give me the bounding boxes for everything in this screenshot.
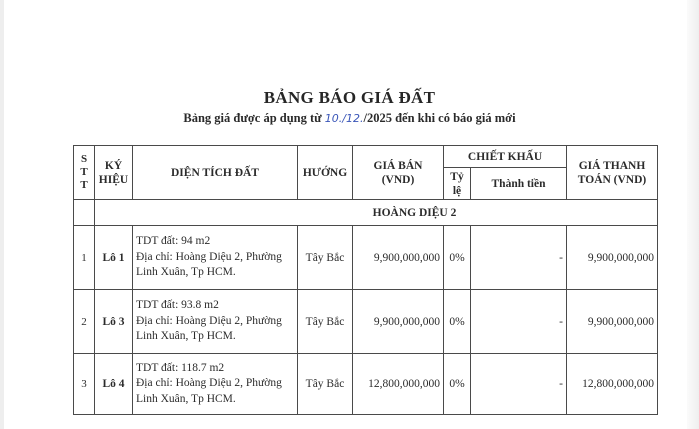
- row-gia-ban: 12,800,000,000: [353, 354, 444, 415]
- row-gia-thanh-toan: 12,800,000,000: [567, 354, 658, 415]
- page-edge-right: [687, 0, 699, 429]
- header-gia-ban: GIÁ BÁN (VND): [353, 146, 444, 200]
- price-table: [73, 145, 658, 415]
- row-description: [133, 290, 298, 354]
- row-address-1: Địa chỉ: Hoàng Diệu 2, Phường: [136, 314, 282, 327]
- subtitle-suffix: /2025 đến khi có báo giá mới: [363, 111, 516, 125]
- row-gia-ban: 9,900,000,000: [353, 226, 444, 290]
- row-ky-hieu: Lô 3: [95, 290, 133, 354]
- row-address-2: Linh Xuân, Tp HCM.: [136, 392, 236, 405]
- row-address-1: Địa chỉ: Hoàng Diệu 2, Phường: [136, 377, 282, 390]
- row-stt: 1: [74, 226, 95, 290]
- row-huong: Tây Bắc: [298, 354, 353, 415]
- header-stt: S T T: [74, 146, 95, 200]
- document-title: BẢNG BÁO GIÁ ĐẤT: [263, 88, 436, 107]
- header-gia-thanh-toan: GIÁ THANH TOÁN (VND): [567, 146, 658, 200]
- subtitle-prefix: Bảng giá được áp dụng từ: [183, 111, 325, 125]
- table-row: [74, 226, 658, 290]
- row-description: [133, 354, 298, 415]
- row-area: TDT đất: 93.8 m2: [136, 299, 219, 312]
- row-thanh-tien: -: [471, 226, 567, 290]
- row-huong: Tây Bắc: [298, 226, 353, 290]
- table-row: [74, 354, 658, 415]
- header-ty-le: Tỷ lệ: [444, 168, 471, 200]
- row-ty-le: 0%: [444, 354, 471, 415]
- document-subtitle: [0, 111, 699, 126]
- row-thanh-tien: -: [471, 290, 567, 354]
- row-ky-hieu: Lô 4: [95, 354, 133, 415]
- handwritten-date: 10./12.: [324, 112, 364, 125]
- page-edge-left: [0, 0, 4, 429]
- section-stt-cell: [74, 200, 95, 226]
- header-ky-hieu: KÝ HIỆU: [95, 146, 133, 200]
- row-huong: Tây Bắc: [298, 290, 353, 354]
- header-chiet-khau: CHIẾT KHẤU: [444, 146, 567, 168]
- row-ty-le: 0%: [444, 226, 471, 290]
- row-address-1: Địa chỉ: Hoàng Diệu 2, Phường: [136, 250, 282, 263]
- header-huong: HƯỚNG: [298, 146, 353, 200]
- row-area: TDT đất: 94 m2: [136, 235, 211, 248]
- row-stt: 3: [74, 354, 95, 415]
- row-gia-ban: 9,900,000,000: [353, 290, 444, 354]
- row-stt: 2: [74, 290, 95, 354]
- header-thanh-tien: Thành tiền: [471, 168, 567, 200]
- row-thanh-tien: -: [471, 354, 567, 415]
- header-dien-tich: DIỆN TÍCH ĐẤT: [133, 146, 298, 200]
- section-label: HOÀNG DIỆU 2: [95, 200, 658, 226]
- row-area: TDT đất: 118.7 m2: [136, 361, 225, 374]
- row-gia-thanh-toan: 9,900,000,000: [567, 290, 658, 354]
- row-description: [133, 226, 298, 290]
- section-row: [74, 200, 658, 226]
- row-address-2: Linh Xuân, Tp HCM.: [136, 330, 236, 343]
- row-gia-thanh-toan: 9,900,000,000: [567, 226, 658, 290]
- row-ty-le: 0%: [444, 290, 471, 354]
- table-row: [74, 290, 658, 354]
- row-address-2: Linh Xuân, Tp HCM.: [136, 266, 236, 279]
- row-ky-hieu: Lô 1: [95, 226, 133, 290]
